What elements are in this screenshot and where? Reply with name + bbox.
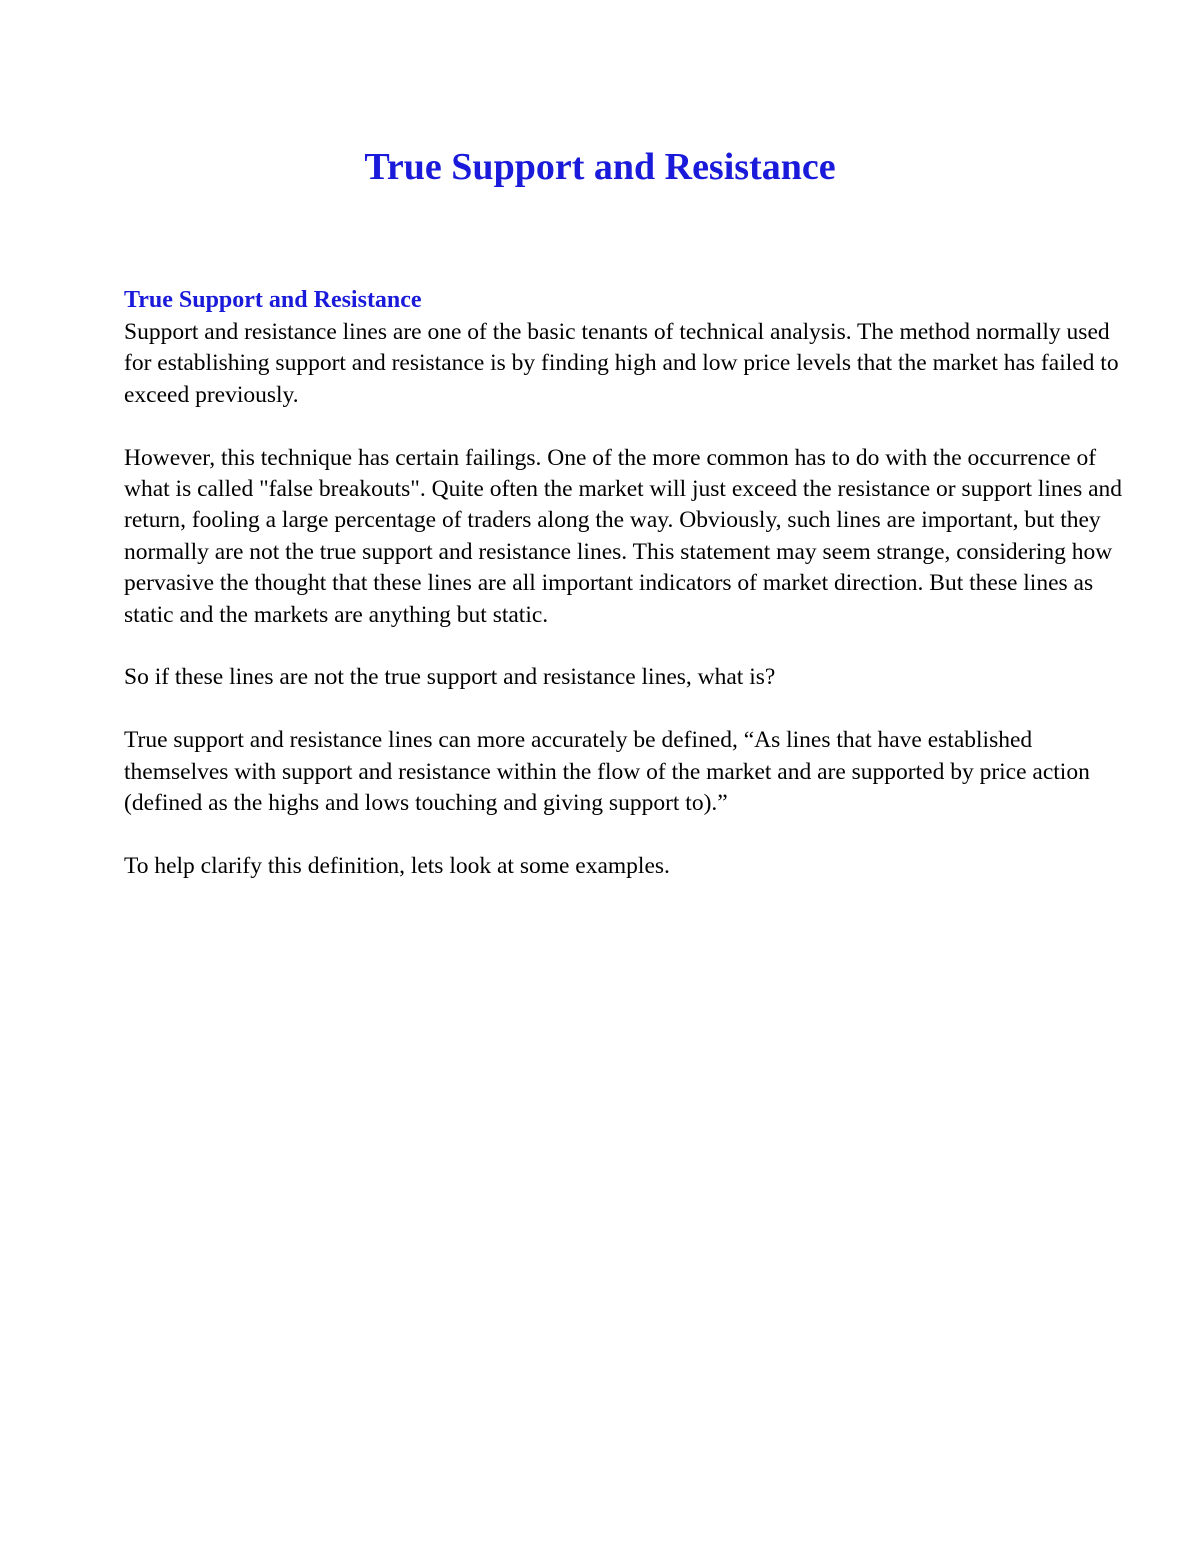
- paragraph-question: So if these lines are not the true support and resistance lines, what is?: [124, 664, 776, 691]
- document-body: [124, 284, 1124, 914]
- paragraph-intro: Support and resistance lines are one of the basic tenants of technical analysis. The method normally used for establishing support and resistance is by finding high and low price levels that the market has failed to exceed previously.: [124, 319, 1119, 408]
- page-title: True Support and Resistance: [364, 146, 836, 188]
- paragraph-definition: True support and resistance lines can more accurately be defined, “As lines that have established themselves with support and resistance within the flow of the market and are supported by price action (defined as the highs and lows touching and giving support to).”: [124, 727, 1090, 817]
- paragraph-examples: To help clarify this definition, lets look at some examples.: [124, 852, 670, 879]
- paragraph-false-breakouts: However, this technique has certain failings. One of the more common has to do with the occurrence of what is called "false breakouts". Quite often the market will just exceed the resistance or support lines and return, fooling a large percentage of traders along the way. Obviously, such lines are important, but they normally are not the true support and resistance lines. This statement may seem strange, considering how pervasive the thought that these lines are all important indicators of market direction. But these lines as static and the markets are anything but static.: [124, 444, 1123, 628]
- section-heading: True Support and Resistance: [124, 287, 422, 313]
